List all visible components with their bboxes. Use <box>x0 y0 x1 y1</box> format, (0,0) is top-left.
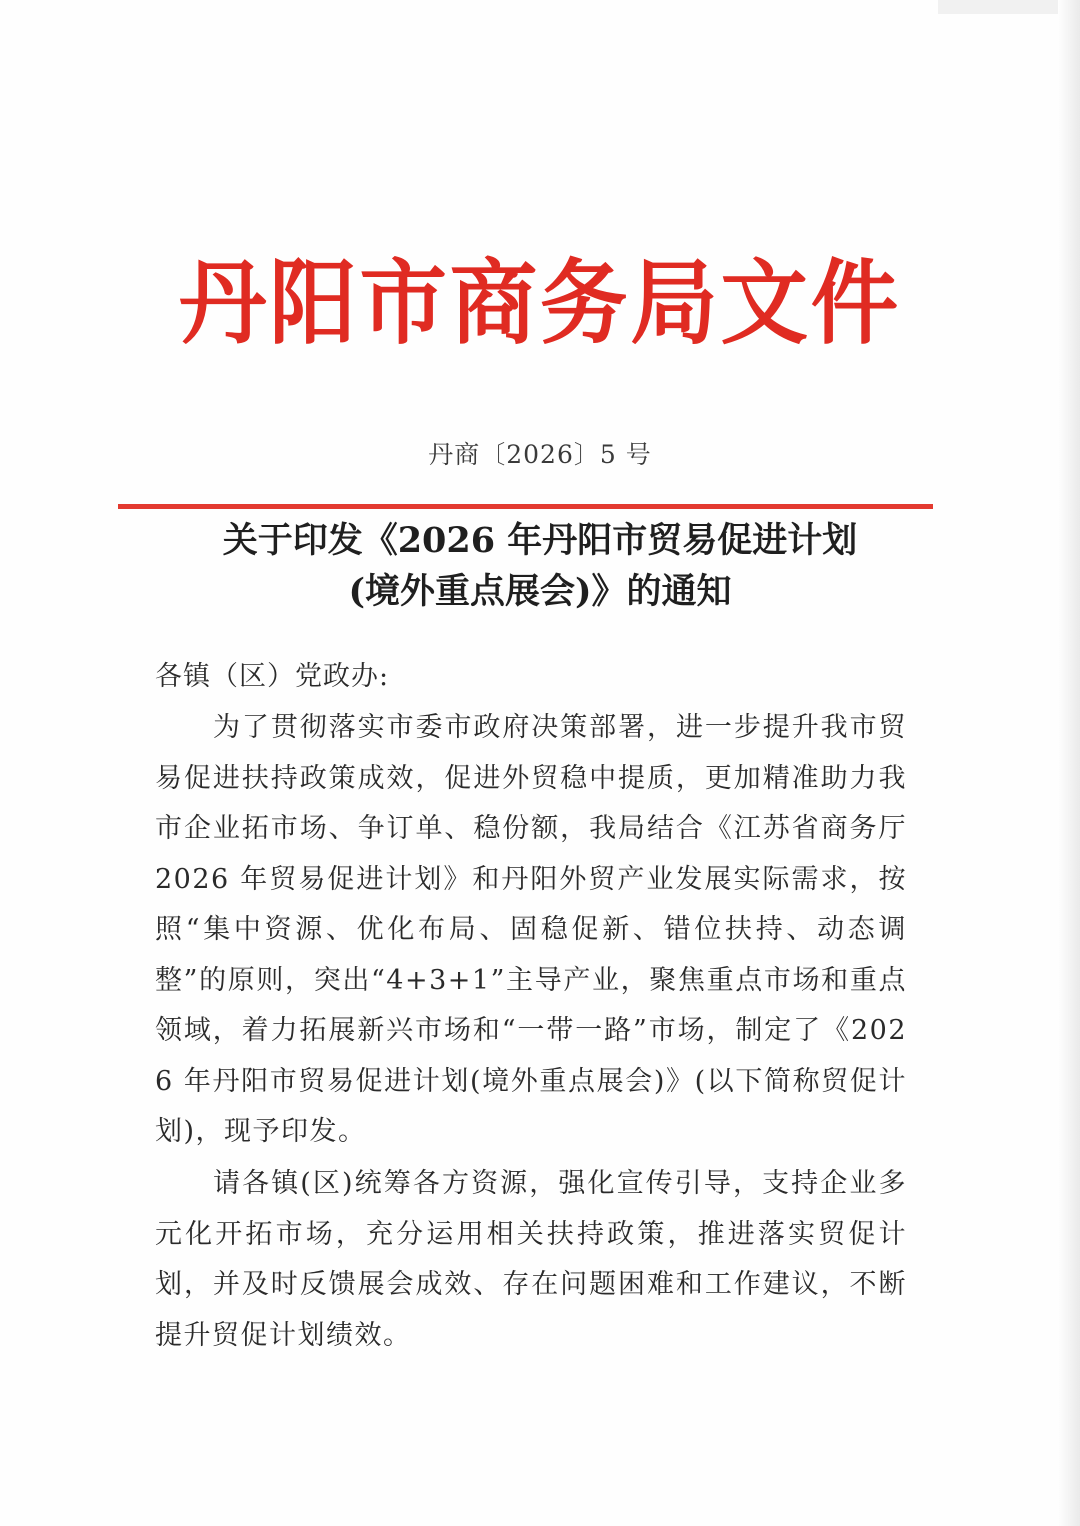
body-paragraph-2: 请各镇(区)统筹各方资源，强化宣传引导，支持企业多元化开拓市场，充分运用相关扶持政策，推进落实贸促计划，并及时反馈展会成效、存在问题困难和工作建议，不断提升贸促计划绩效。 <box>155 1168 907 1351</box>
document-number: 丹商〔2026〕5 号 <box>428 440 652 469</box>
addressee: 各镇（区）党政办: <box>155 661 390 692</box>
notice-title <box>0 515 1080 617</box>
scan-corner-mark <box>938 0 1058 14</box>
body-paragraph-1: 为了贯彻落实市委市政府决策部署，进一步提升我市贸易促进扶持政策成效，促进外贸稳中提质，更加精准助力我市企业拓市场、争订单、稳份额，我局结合《江苏省商务厅2026 年贸易促进计划》和丹阳外贸产业发展实际需求，按照“集中资源、优化布局、固稳促新、错位扶持、动态调整”的原则，突出“4+3+1”主导产业，聚焦重点市场和重点领域，着力拓展新兴市场和“一带一路”市场，制定了《2026 年丹阳市贸易促进计划(境外重点展会)》(以下简称贸促计划)，现予印发。 <box>155 712 907 1147</box>
masthead-title: 丹阳市商务局文件 <box>178 249 901 357</box>
scan-edge-shadow <box>1058 0 1080 1526</box>
notice-title-line-2: (境外重点展会)》的通知 <box>348 571 732 612</box>
notice-title-line-1: 关于印发《2026 年丹阳市贸易促进计划 <box>222 520 858 561</box>
red-divider-line <box>118 504 933 509</box>
